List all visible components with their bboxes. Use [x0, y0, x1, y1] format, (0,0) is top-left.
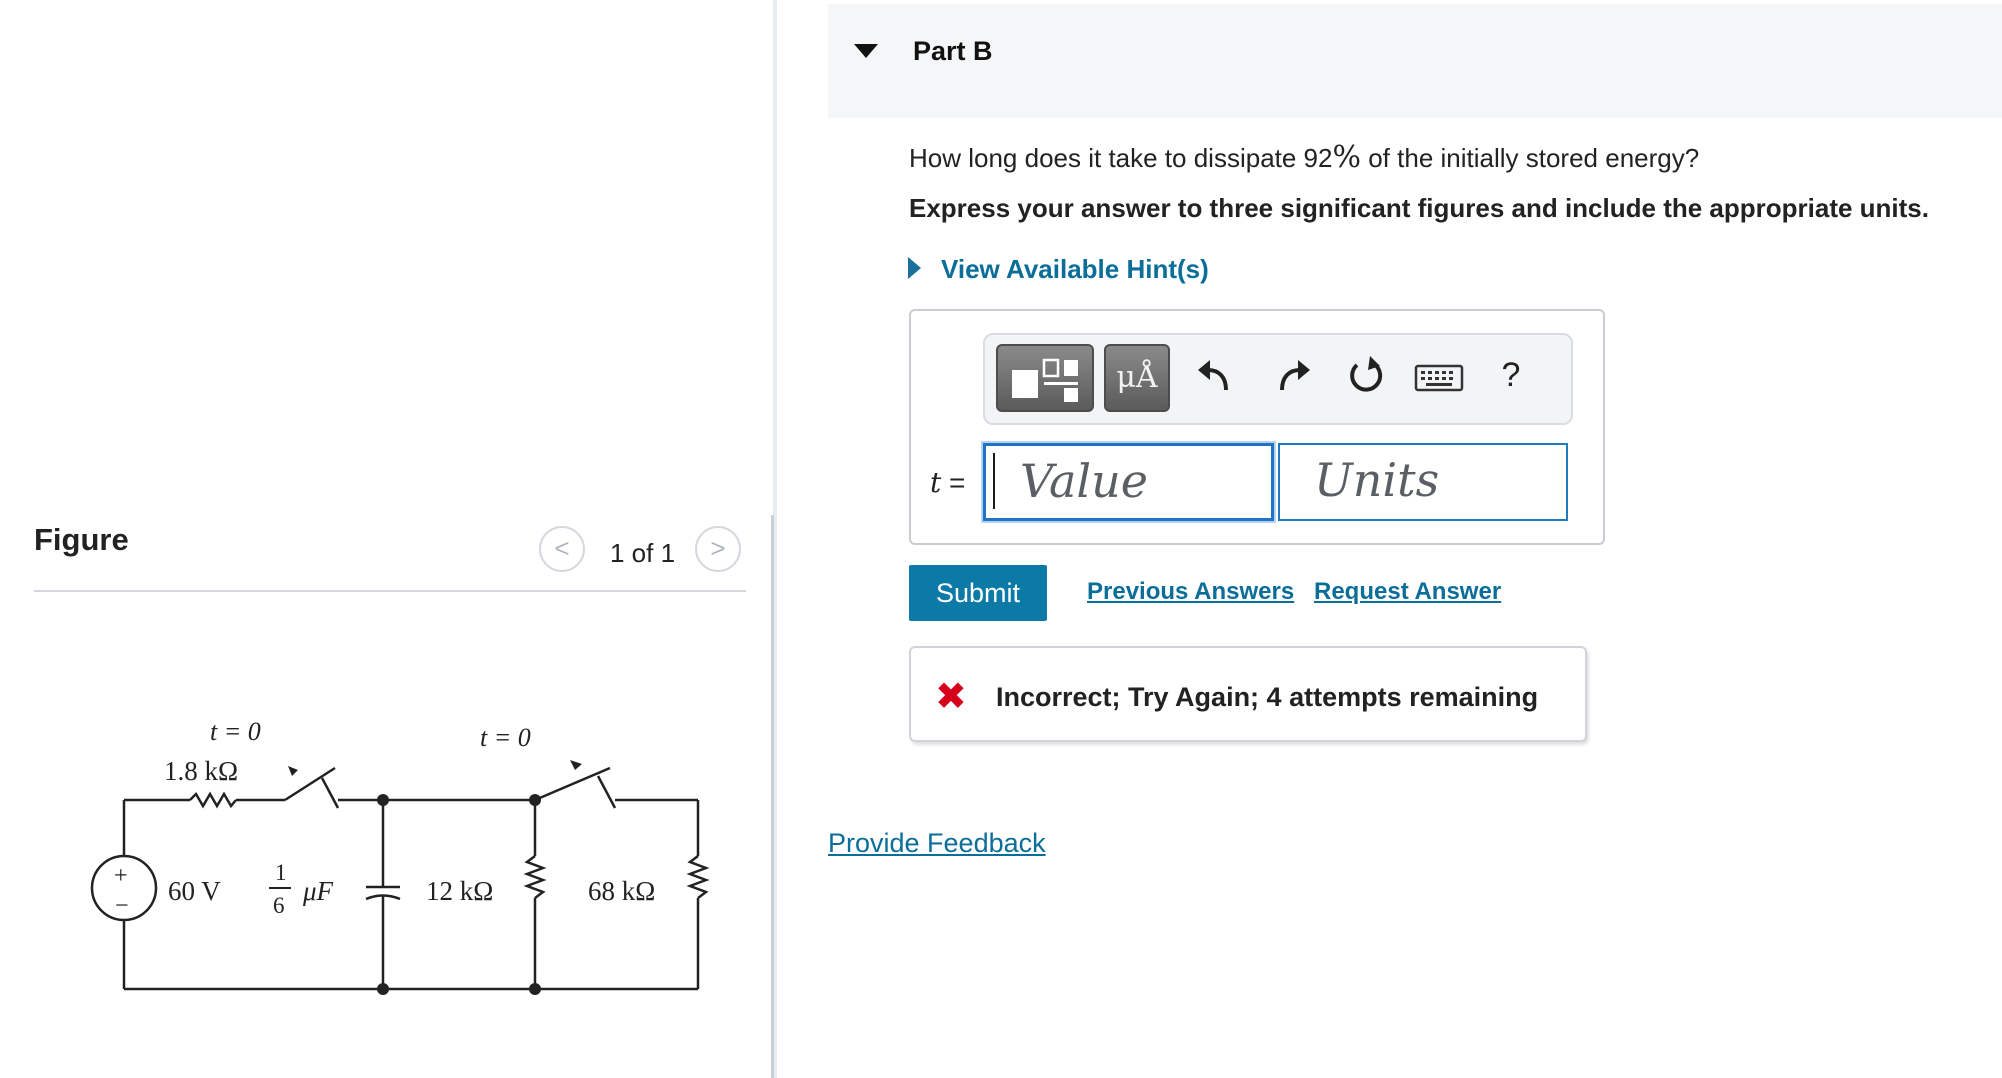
resistor3-label: 68 kΩ — [588, 876, 656, 906]
part-title: Part B — [913, 36, 993, 66]
capacitance-unit: μF — [303, 876, 334, 906]
keyboard-icon[interactable] — [1412, 356, 1466, 400]
question-text: How long does it take to dissipate 92% of the initially stored energy? — [909, 140, 1700, 175]
figure-title: Figure — [34, 522, 129, 557]
figure-pager-count: 1 of 1 — [610, 538, 676, 568]
chevron-right-icon: > — [710, 533, 726, 563]
templates-button[interactable] — [996, 344, 1094, 412]
hint-expand-icon[interactable] — [908, 257, 921, 279]
answer-instruction: Express your answer to three significant figures and include the appropriate units. — [909, 193, 1929, 223]
feedback-message: Incorrect; Try Again; 4 attempts remaining — [996, 682, 1539, 712]
capacitance-denominator: 6 — [273, 893, 285, 918]
text-cursor — [993, 453, 995, 509]
circuit-diagram — [70, 700, 750, 1010]
submit-button[interactable]: Submit — [909, 565, 1047, 621]
template-icon — [998, 346, 1092, 410]
error-x-icon: ✖ — [935, 676, 967, 718]
source-voltage-label: 60 V — [168, 876, 221, 906]
switch2-time-label: t = 0 — [480, 723, 531, 752]
help-icon[interactable]: ? — [1501, 356, 1521, 394]
value-input[interactable]: Value — [983, 443, 1274, 521]
reset-icon[interactable] — [1340, 352, 1390, 402]
pane-divider-handle[interactable] — [771, 515, 774, 1078]
source-plus-sign: + — [114, 863, 128, 889]
view-hints-link[interactable]: View Available Hint(s) — [941, 254, 1209, 284]
figure-divider — [34, 590, 746, 592]
capacitance-numerator: 1 — [275, 860, 287, 885]
source-minus-sign: − — [115, 893, 129, 919]
resistor1-label: 1.8 kΩ — [164, 756, 239, 786]
undo-icon[interactable] — [1190, 352, 1240, 402]
resistor2-label: 12 kΩ — [426, 876, 494, 906]
chevron-left-icon: < — [554, 533, 570, 563]
units-input[interactable]: Units — [1278, 443, 1568, 521]
next-figure-button[interactable] — [695, 526, 741, 572]
provide-feedback-link[interactable]: Provide Feedback — [828, 828, 1046, 858]
redo-icon[interactable] — [1268, 352, 1318, 402]
answer-variable-label: t = — [930, 466, 966, 499]
switch1-time-label: t = 0 — [210, 717, 261, 746]
collapse-caret-icon[interactable] — [854, 44, 878, 58]
previous-figure-button[interactable] — [539, 526, 585, 572]
previous-answers-link[interactable]: Previous Answers — [1087, 578, 1295, 605]
part-b-header[interactable] — [828, 4, 2002, 118]
units-symbols-button[interactable]: μÅ — [1104, 344, 1170, 412]
request-answer-link[interactable]: Request Answer — [1314, 578, 1502, 605]
